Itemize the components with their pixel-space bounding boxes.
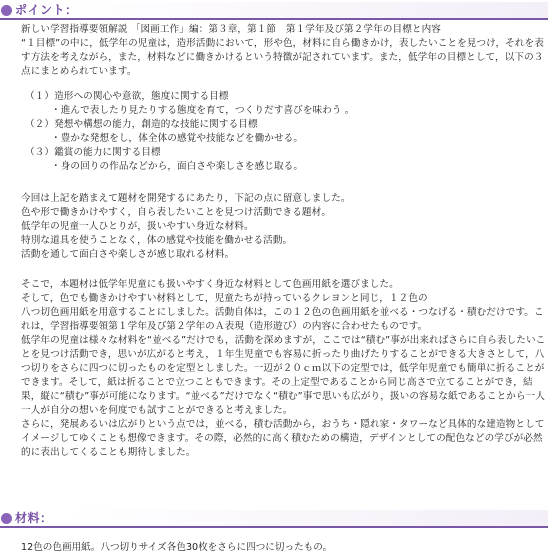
material-text: 12色の色画用紙。八つ切りサイズ各色30枚をさらに四つに切ったもの。 (21, 542, 333, 553)
purple-circle-icon (1, 5, 12, 16)
intro-paragraph: 新しい学習指導要領解説 「図画工作」編：第３章，第１節 第１学年及び第２学年の目標と内容 “１目標”の中に，低学年の児童は，造形活動において，形や色，材料に自ら働きかけ，表したいことを見つけ，それを表す方法を考えながら，また，材料などに働きかけるという特徴が記されています。また，低学年の目標として，以下の３点にまとめられています。 (21, 24, 544, 77)
body-paragraph-1: そこで，本題材は低学年児童にも扱いやすく身近な材料として色画用紙を選びました。 そして，色でも働きかけやすい材料として，児童たちが持っているクレヨンと同じ，１２色の 八つ切色画用紙を用意することにしました。活動自体は，この１２色の色画用紙を並べる・つなげる・積むだけです。これは，学習指導要領第１学年及び第２学年のＡ表現（造形遊び）の内容に合わせたものです。 (21, 279, 544, 332)
spacer (21, 79, 548, 90)
considerations-paragraph: 今回は上記を踏まえて題材を開発するにあたり，下記の点に留意しました。 色や形で働きかけやすく，自ら表したいことを見つけ活動できる題材。 低学年の児童一人ひとりが，扱いやすい身近な材料。 特別な道具を使うことなく，体の感覚や技能を働かせる活動。 活動を通して面白さや楽しさが感じ取れる材料。 (21, 193, 351, 260)
spacer (21, 262, 548, 278)
purple-circle-icon (1, 513, 12, 524)
goal-heading: （１）造形への関心や意欲，態度に関する目標 (25, 91, 229, 102)
point-section-title: ポイント： (15, 3, 78, 17)
material-section-title: 材料： (15, 511, 53, 525)
goal-detail: ・身の回りの作品などから，面白さや楽しさを感じ取る。 (51, 161, 304, 172)
goal-item (21, 146, 548, 174)
point-section-header (0, 2, 548, 20)
goal-heading: （２）発想や構想の能力，創造的な技能に関する目標 (25, 119, 258, 130)
goal-heading: （３）鑑賞の能力に関する目標 (25, 147, 161, 158)
spacer (21, 174, 548, 192)
goals-list (21, 90, 548, 174)
goal-detail: ・進んで表したり見たりする態度を育て，つくりだす喜びを味わう 。 (51, 105, 355, 116)
body-paragraph-2: 低学年の児童は様々な材料を“並べる”だけでも，活動を深めますが，ここでは“積む”事が出来ればさらに自ら表したいことを見つけ活動でき，思いが広がると考え，１年生児童でも容易に折ったり曲げたりすることができる大きさとして，八つ切りをさらに四つに切ったものを定型としました。一辺が２０ｃｍ以下の定型では，低学年児童でも簡単に折ることができます。そして，紙は折ることで立つこともできます。その上定型であることから同じ高さで立てることができ，結果，縦に“積む”事が可能になります。“並べる”だけでなく“積む”事で思いも広がり，扱いの容易な紙であることから一人一人が自分の想いを何度でも試すことができると考えました。 さらに，発展あるいは広がりという点では，並べる，積む活動から，おうち・隠れ家・タワーなど具体的な建造物としてイメージしてゆくことも想像できます。その際，必然的に高く積むための構造，デザインとしての配色などの学びが必然的に表出してくることも期待しました。 (21, 335, 546, 458)
goal-item (21, 90, 548, 118)
material-section-header (0, 510, 548, 528)
goal-item (21, 118, 548, 146)
goal-detail: ・豊かな発想をし，体全体の感覚や技能などを働かせる。 (51, 133, 304, 144)
point-section-content (21, 23, 548, 460)
